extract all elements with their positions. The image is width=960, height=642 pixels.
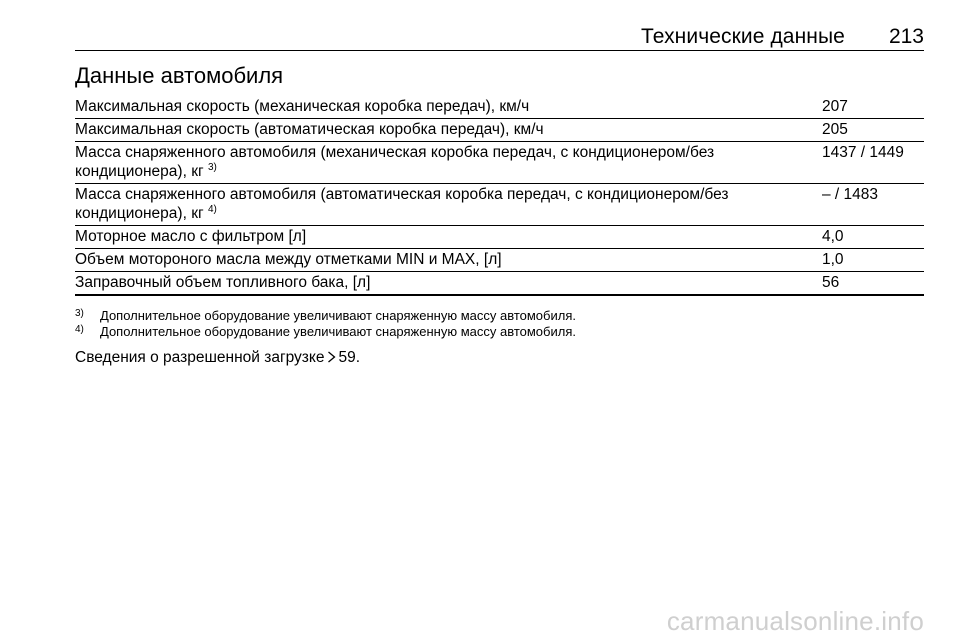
page-header — [75, 26, 924, 51]
row-value: 1437 / 1449 — [812, 142, 924, 184]
reference-page[interactable]: 59. — [338, 349, 361, 366]
row-label-text: Масса снаряженного автомобиля (автоматическая коробка передач, с кондиционером/без кондиционера), кг — [75, 186, 729, 222]
row-value: – / 1483 — [812, 184, 924, 226]
row-value: 205 — [812, 119, 924, 142]
row-label — [75, 226, 812, 249]
table-row — [75, 119, 924, 142]
row-value: 1,0 — [812, 249, 924, 272]
vehicle-data-table — [75, 96, 924, 296]
watermark: carmanualsonline.info — [666, 606, 924, 636]
footnote-item — [75, 308, 924, 324]
header-title: Технические данные — [641, 25, 845, 48]
table-row — [75, 272, 924, 296]
footnote-mark: 4) — [75, 324, 84, 335]
row-label — [75, 96, 812, 119]
page-reference-arrow-icon — [327, 351, 336, 363]
footnote-mark: 3) — [75, 308, 84, 319]
footnote-ref[interactable]: 3) — [207, 162, 217, 173]
row-label-text: Моторное масло с фильтром [л] — [75, 228, 307, 245]
row-label-text: Масса снаряженного автомобиля (механическая коробка передач, с кондиционером/без кондиционера), кг — [75, 144, 715, 180]
row-label — [75, 249, 812, 272]
table-row — [75, 96, 924, 119]
row-label — [75, 184, 812, 226]
row-value: 207 — [812, 96, 924, 119]
cross-reference[interactable] — [75, 348, 360, 368]
row-label-text: Заправочный объем топливного бака, [л] — [75, 274, 371, 291]
table-row — [75, 226, 924, 249]
row-label-text: Максимальная скорость (автоматическая коробка передач), км/ч — [75, 121, 544, 138]
table-row — [75, 249, 924, 272]
footnotes — [75, 308, 924, 340]
row-value: 56 — [812, 272, 924, 296]
row-label — [75, 119, 812, 142]
section-title: Данные автомобиля — [75, 63, 284, 88]
footnote-ref[interactable]: 4) — [207, 204, 217, 215]
row-label-text: Максимальная скорость (механическая коробка передач), км/ч — [75, 98, 530, 115]
table-row — [75, 184, 924, 226]
footnote-text: Дополнительное оборудование увеличивают снаряженную массу автомобиля. — [100, 324, 576, 339]
row-label — [75, 142, 812, 184]
table-row — [75, 142, 924, 184]
row-value: 4,0 — [812, 226, 924, 249]
reference-text: Сведения о разрешенной загрузке — [75, 349, 325, 366]
row-label — [75, 272, 812, 296]
page-number: 213 — [888, 25, 924, 48]
row-label-text: Объем мотороного масла между отметками MIN и MAX, [л] — [75, 251, 502, 268]
footnote-item — [75, 324, 924, 340]
footnote-text: Дополнительное оборудование увеличивают снаряженную массу автомобиля. — [100, 308, 576, 323]
